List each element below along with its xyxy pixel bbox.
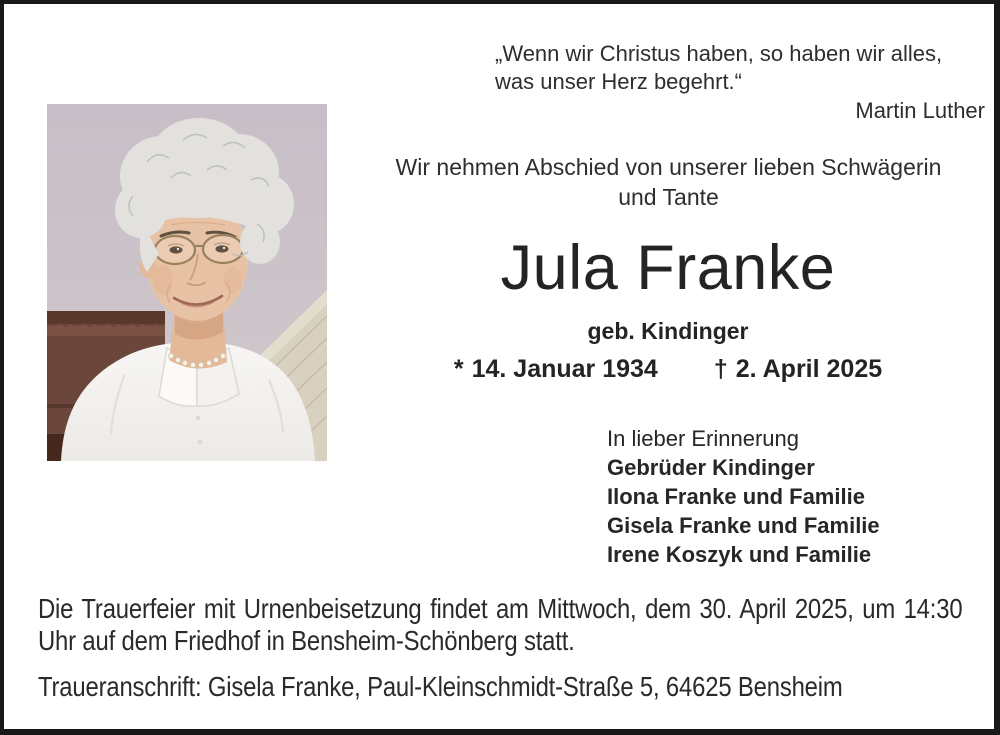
quote-block [495, 40, 985, 125]
quote-line-1: „Wenn wir Christus haben, so haben wir alles, [495, 41, 943, 66]
quote-attribution: Martin Luther [855, 98, 985, 123]
quote-line-2: was unser Herz begehrt.“ [495, 69, 742, 94]
mourner-name: Irene Koszyk und Familie [607, 542, 872, 567]
mourner-name: Ilona Franke und Familie [607, 484, 865, 509]
death-cross-symbol: † [713, 355, 728, 383]
deceased-name: Jula Franke [500, 233, 836, 303]
mourner-name: Gebrüder Kindinger [607, 455, 815, 480]
birth-date [454, 355, 658, 384]
life-dates [368, 355, 968, 384]
maiden-name: geb. Kindinger [587, 318, 749, 344]
death-date [714, 355, 882, 384]
birth-date-text: 14. Januar 1934 [471, 355, 658, 383]
mourners-intro: In lieber Erinnerung [607, 426, 800, 451]
mourners-block [607, 424, 880, 569]
birth-star-symbol: * [453, 355, 464, 383]
mourning-address: Traueranschrift: Gisela Franke, Paul-Kleinschmidt-Straße 5, 64625 Bensheim [38, 671, 843, 702]
death-date-text: 2. April 2025 [735, 355, 883, 383]
portrait-photo [47, 104, 327, 461]
portrait-illustration [47, 104, 327, 461]
mourner-name: Gisela Franke und Familie [607, 513, 880, 538]
farewell-intro: Wir nehmen Abschied von unserer lieben Schwägerin und Tante [395, 154, 942, 210]
funeral-info: Die Trauerfeier mit Urnenbeisetzung findet am Mittwoch, dem 30. April 2025, um 14:30 Uhr auf dem Friedhof in Bensheim-Schönberg statt. [38, 593, 963, 656]
